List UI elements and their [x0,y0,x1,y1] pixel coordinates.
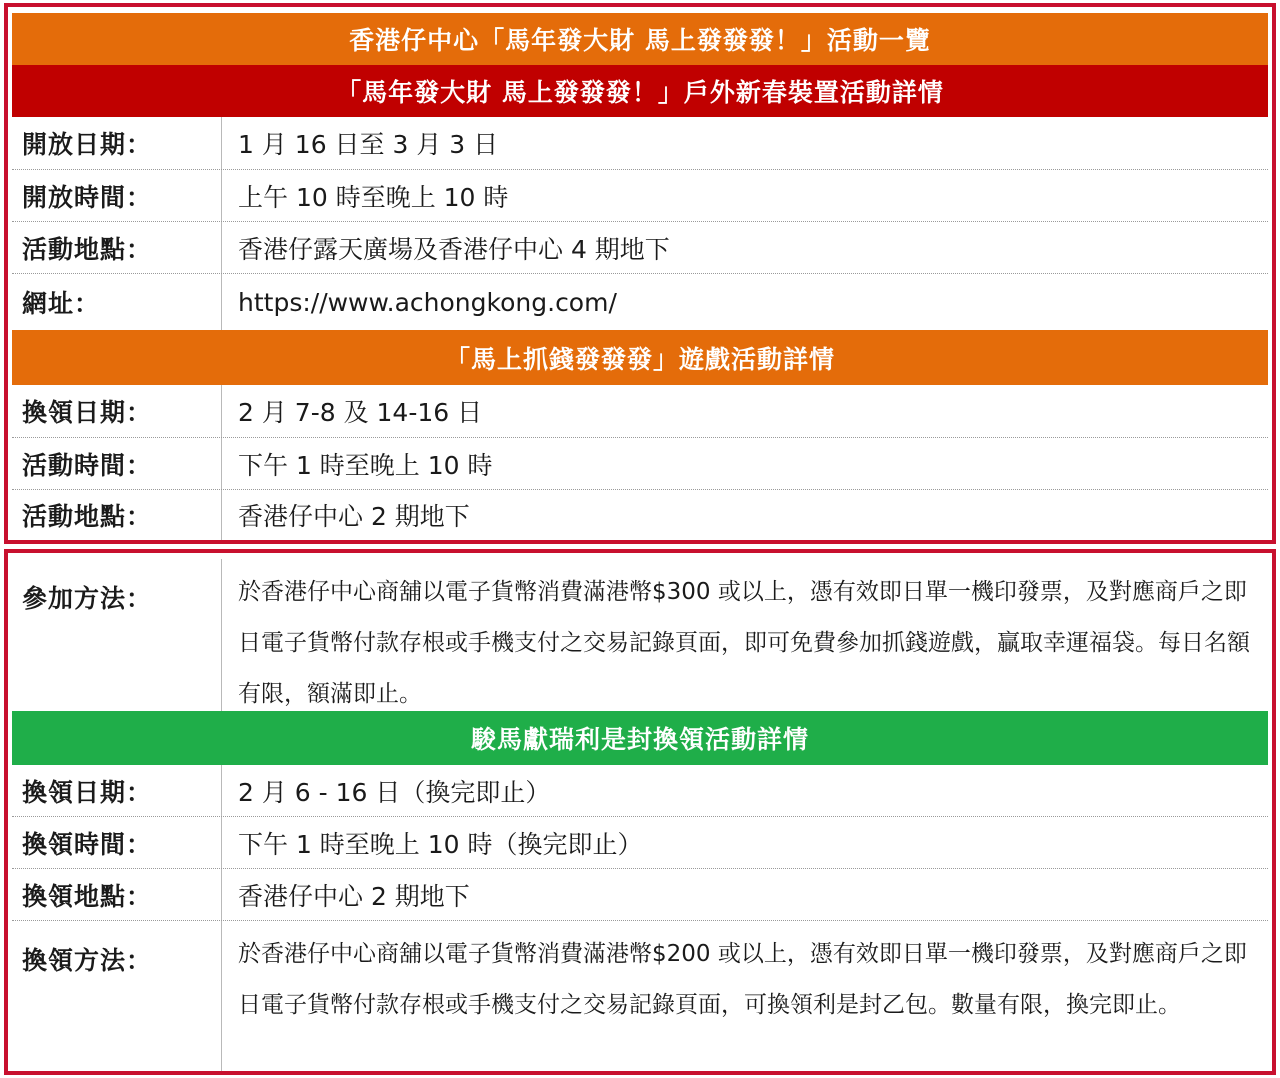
row-label: 換領日期： [12,765,222,816]
row-label: 開放日期： [12,117,222,169]
section3-header: 駿馬獻瑞利是封換領活動詳情 [12,711,1268,765]
bottom-panel [4,549,1276,1075]
table-row [12,559,1268,711]
row-value: 於香港仔中心商舖以電子貨幣消費滿港幣$300 或以上，憑有效即日單一機印發票，及對應商戶之即日電子貨幣付款存根或手機支付之交易記錄頁面，即可免費參加抓錢遊戲，贏取幸運福袋。每日名額有限，額滿即止。 [238,579,1250,707]
row-value: 2 月 7-8 及 14-16 日 [238,398,483,427]
row-label: 換領地點： [12,869,222,920]
table-row [12,490,1268,540]
row-label: 換領方法： [12,921,222,1071]
row-label: 活動時間： [12,438,222,489]
row-value: 下午 1 時至晚上 10 時 [238,450,493,480]
row-value: 1 月 16 日至 3 月 3 日 [238,130,499,159]
row-label: 換領時間： [12,817,222,868]
row-value: 2 月 6 - 16 日（換完即止） [238,777,551,807]
table-row [12,921,1268,1071]
row-value: 上午 10 時至晚上 10 時 [238,182,509,212]
section2-header: 「馬上抓錢發發發」遊戲活動詳情 [12,330,1268,385]
row-label: 活動地點： [12,490,222,540]
table-row [12,765,1268,817]
row-value: 香港仔中心 2 期地下 [238,502,470,531]
page-title: 香港仔中心「馬年發大財 馬上發發發！」活動一覽 [12,13,1268,65]
website-link[interactable]: https://www.achongkong.com/ [238,287,617,317]
table-row [12,117,1268,170]
row-value: 於香港仔中心商舖以電子貨幣消費滿港幣$200 或以上，憑有效即日單一機印發票，及對應商戶之即日電子貨幣付款存根或手機支付之交易記錄頁面，可換領利是封乙包。數量有限，換完即止。 [238,941,1247,1018]
row-value: 下午 1 時至晚上 10 時（換完即止） [238,829,643,859]
table-row [12,274,1268,330]
row-value: 香港仔中心 2 期地下 [238,881,470,911]
row-label: 換領日期： [12,385,222,437]
row-label: 網址： [12,274,222,330]
row-label: 活動地點： [12,222,222,273]
row-label: 參加方法： [12,559,222,711]
table-row [12,170,1268,222]
table-row [12,817,1268,869]
table-row [12,869,1268,921]
table-row [12,222,1268,274]
table-row [12,385,1268,438]
table-row [12,438,1268,490]
top-panel [4,3,1276,544]
row-value: 香港仔露天廣場及香港仔中心 4 期地下 [238,234,670,264]
row-label: 開放時間： [12,170,222,221]
section1-header: 「馬年發大財 馬上發發發！」戶外新春裝置活動詳情 [12,65,1268,117]
